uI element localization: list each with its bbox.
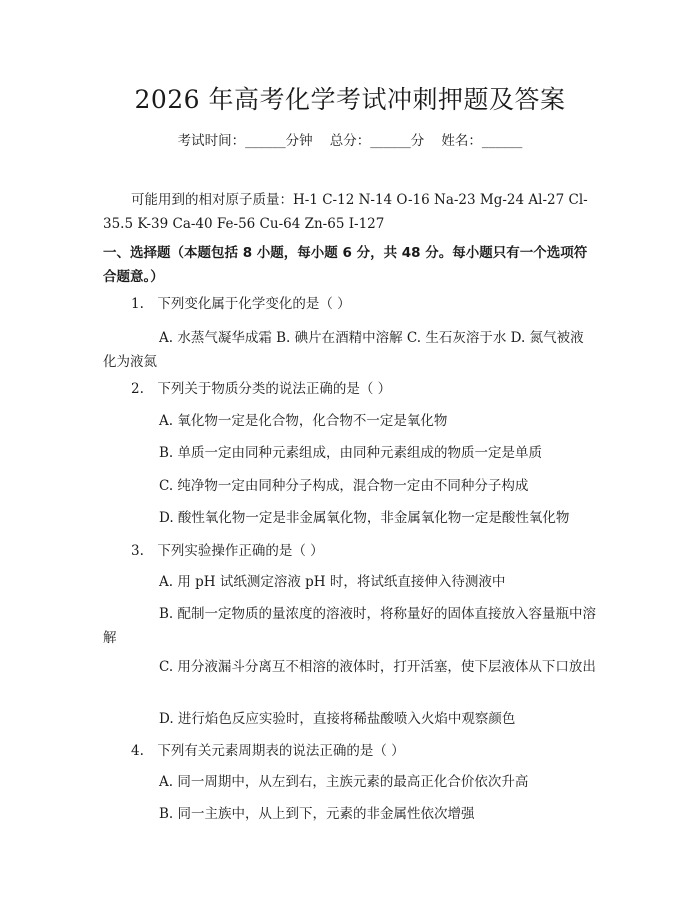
question-4-stem: 4. 下列有关元素周期表的说法正确的是（ ） [131, 743, 405, 759]
question-1-stem: 1. 下列变化属于化学变化的是（ ） [131, 296, 351, 312]
question-3-option-b: B. 配制一定物质的量浓度的溶液时，将称量好的固体直接放入容量瓶中溶解 [103, 606, 597, 646]
question-4-option-b: B. 同一主族中，从上到下，元素的非金属性依次增强 [159, 806, 475, 822]
question-3-option-c: C. 用分液漏斗分离互不相溶的液体时，打开活塞，使下层液体从下口放出 [159, 659, 596, 675]
question-2-stem: 2. 下列关于物质分类的说法正确的是（ ） [131, 381, 392, 397]
question-2-option-c: C. 纯净物一定由同种分子构成，混合物一定由不同种分子构成 [159, 478, 529, 494]
question-2-option-b: B. 单质一定由同种元素组成，由同种元素组成的物质一定是单质 [159, 445, 543, 461]
atomic-masses-note: 可能用到的相对原子质量：H-1 C-12 N-14 O-16 Na-23 Mg-24 Al-27 Cl-35.5 K-39 Ca-40 Fe-56 Cu-64 Zn-65 I-127 [103, 192, 588, 232]
question-3-option-a: A. 用 pH 试纸测定溶液 pH 时，将试纸直接伸入待测液中 [159, 574, 506, 590]
question-3-option-d: D. 进行焰色反应实验时，直接将稀盐酸喷入火焰中观察颜色 [159, 711, 516, 727]
question-2-option-d: D. 酸性氧化物一定是非金属氧化物，非金属氧化物一定是酸性氧化物 [159, 510, 570, 526]
question-2-option-a: A. 氧化物一定是化合物，化合物不一定是氧化物 [159, 413, 448, 429]
question-4-option-a: A. 同一周期中，从左到右，主族元素的最高正化合价依次升高 [159, 774, 529, 790]
page-title: 2026 年高考化学考试冲刺押题及答案 [134, 85, 566, 114]
question-1-options: A. 水蒸气凝华成霜 B. 碘片在酒精中溶解 C. 生石灰溶于水 D. 氮气被液化为液氮 [103, 330, 584, 370]
exam-info-line: 考试时间：______分钟 总分：______分 姓名：______ [177, 133, 523, 149]
question-3-stem: 3. 下列实验操作正确的是（ ） [131, 543, 324, 559]
section-heading: 一、选择题（本题包括 8 小题，每小题 6 分，共 48 分。每小题只有一个选项符合题意。） [103, 245, 588, 285]
